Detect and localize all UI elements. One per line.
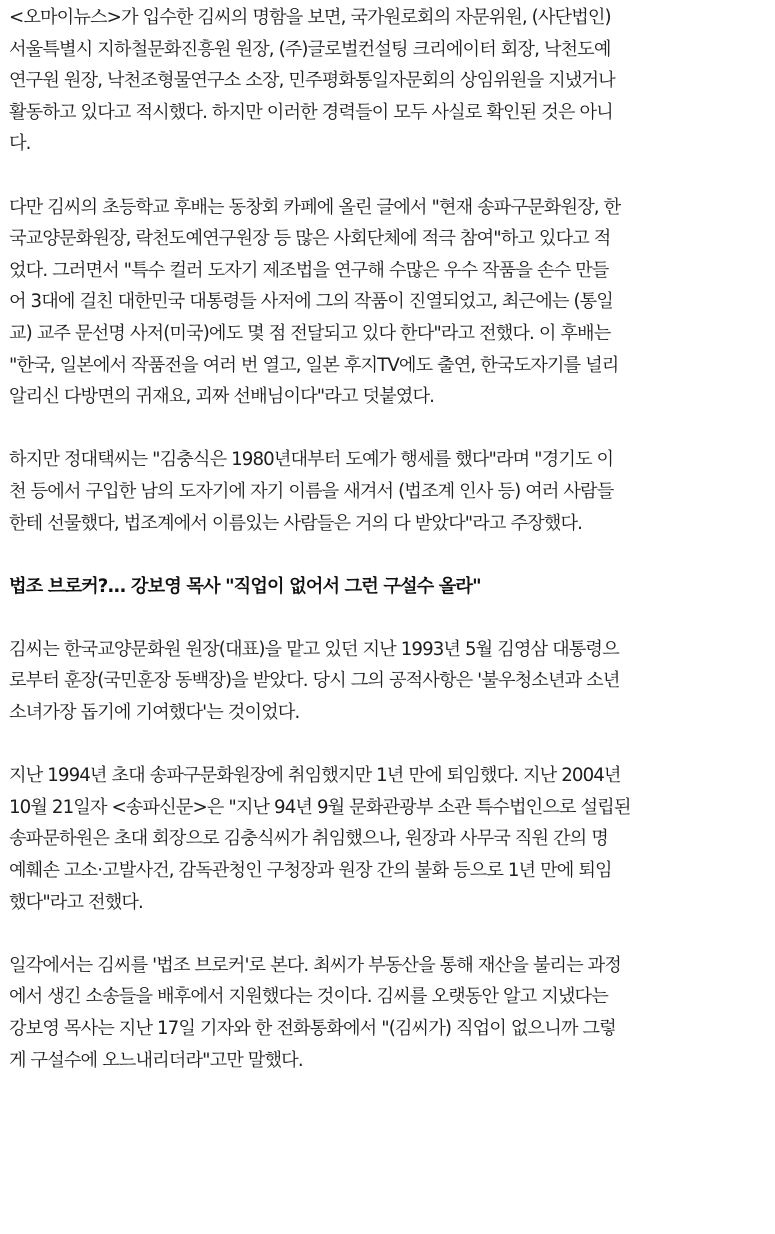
paragraph-line: <오마이뉴스>가 입수한 김씨의 명함을 보면, 국가원로회의 자문위원, (사단법인) bbox=[9, 7, 611, 28]
paragraph-line: 한테 선물했다, 법조계에서 이름있는 사람들은 거의 다 받았다"라고 주장했다. bbox=[9, 512, 583, 534]
paragraph-line: 하지만 정대택씨는 "김충식은 1980년대부터 도예가 행세를 했다"라며 "경기도 이 bbox=[9, 449, 614, 471]
paragraph-line: 국교양문화원장, 락천도예연구원장 등 많은 사회단체에 적극 참여"하고 있다고 적 bbox=[9, 228, 611, 250]
paragraph-line: 김씨는 한국교양문화원 원장(대표)을 맡고 있던 지난 1993년 5월 김영삼 대통령으 bbox=[9, 638, 619, 660]
article-paragraph-2 bbox=[9, 192, 769, 413]
paragraph-line: 10월 21일자 <송파신문>은 "지난 94년 9월 문화관광부 소관 특수법인으로 설립된 bbox=[9, 796, 631, 818]
paragraph-line: 서울특별시 지하철문화진흥원 원장, (주)글로벌컨설팅 크리에이터 회장, 낙천도예 bbox=[9, 38, 611, 60]
article-paragraph-1 bbox=[9, 2, 769, 160]
paragraph-line: 교) 교주 문선명 사저(미국)에도 몇 점 전달되고 있다 한다"라고 전했다. 이 후배는 bbox=[9, 322, 611, 344]
paragraph-line: 었다. 그러면서 "특수 컬러 도자기 제조법을 연구해 수많은 우수 작품을 손수 만들 bbox=[9, 259, 609, 281]
paragraph-line: 게 구설수에 오느내리더라"고만 말했다. bbox=[9, 1049, 303, 1071]
article-body bbox=[9, 0, 769, 1076]
paragraph-line: 연구원 원장, 낙천조형물연구소 소장, 민주평화통일자문회의 상임위원을 지냈거나 bbox=[9, 70, 615, 92]
paragraph-line: 일각에서는 김씨를 '법조 브로커'로 본다. 최씨가 부동산을 통해 재산을 불리는 과정 bbox=[9, 954, 621, 976]
section-heading-text: 법조 브로커?... 강보영 목사 "직업이 없어서 그런 구설수 올라" bbox=[9, 575, 481, 597]
paragraph-line: "한국, 일본에서 작품전을 여러 번 열고, 일본 후지TV에도 출연, 한국도자기를 널리 bbox=[9, 354, 619, 376]
paragraph-line: 알리신 다방면의 귀재요, 괴짜 선배님이다"라고 덧붙였다. bbox=[9, 386, 435, 408]
article-paragraph-6 bbox=[9, 950, 769, 1076]
article-paragraph-4 bbox=[9, 634, 769, 729]
article-paragraph-5 bbox=[9, 760, 769, 918]
paragraph-line: 다. bbox=[9, 133, 31, 155]
paragraph-line: 활동하고 있다고 적시했다. 하지만 이러한 경력들이 모두 사실로 확인된 것은 아니 bbox=[9, 101, 613, 123]
paragraph-line: 에서 생긴 소송들을 배후에서 지원했다는 것이다. 김씨를 오랫동안 알고 지냈다는 bbox=[9, 986, 608, 1008]
paragraph-line: 했다"라고 전했다. bbox=[9, 891, 143, 913]
paragraph-line: 어 3대에 걸친 대한민국 대통령들 사저에 그의 작품이 진열되었고, 최근에는 (통일 bbox=[9, 291, 613, 313]
paragraph-line: 송파문하원은 초대 회장으로 김충식씨가 취임했으나, 원장과 사무국 직원 간의 명 bbox=[9, 828, 608, 850]
article-paragraph-3 bbox=[9, 444, 769, 539]
paragraph-line: 예훼손 고소·고발사건, 감독관청인 구청장과 원장 간의 불화 등으로 1년 만에 퇴임 bbox=[9, 860, 612, 882]
section-heading bbox=[9, 571, 769, 603]
paragraph-line: 소녀가장 돕기에 기여했다'는 것이었다. bbox=[9, 702, 300, 724]
paragraph-line: 지난 1994년 초대 송파구문화원장에 취임했지만 1년 만에 퇴임했다. 지난 2004년 bbox=[9, 765, 621, 787]
paragraph-line: 다만 김씨의 초등학교 후배는 동창회 카페에 올린 글에서 "현재 송파구문화원장, 한 bbox=[9, 196, 621, 218]
paragraph-line: 천 등에서 구입한 남의 도자기에 자기 이름을 새겨서 (법조계 인사 등) 여러 사람들 bbox=[9, 480, 614, 502]
paragraph-line: 로부터 훈장(국민훈장 동백장)을 받았다. 당시 그의 공적사항은 '불우청소년과 소년 bbox=[9, 670, 620, 692]
paragraph-line: 강보영 목사는 지난 17일 기자와 한 전화통화에서 "(김씨가) 직업이 없으니까 그렇 bbox=[9, 1018, 616, 1039]
